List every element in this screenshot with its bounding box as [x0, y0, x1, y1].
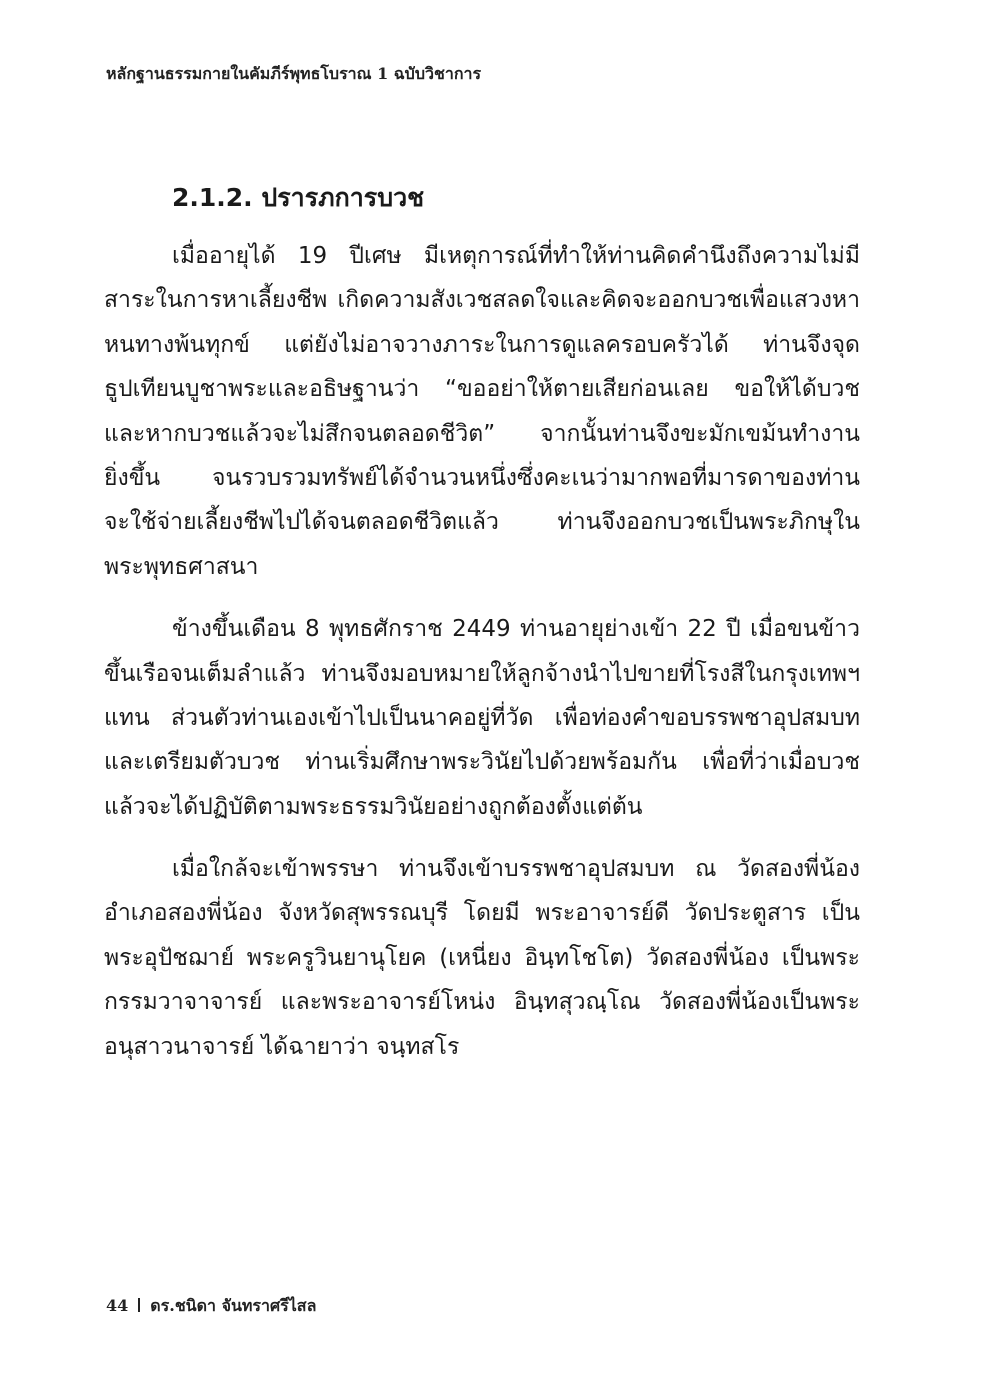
page-footer [106, 1294, 316, 1319]
paragraph-line: กรรมวาจาจารย์ และพระอาจารย์โหน่ง อินฺทสุวณฺโณ วัดสองพี่น้องเป็นพระ [104, 989, 860, 1016]
section-heading: 2.1.2. ปรารภการบวช [172, 183, 425, 212]
paragraph-1 [104, 234, 860, 589]
body-content [104, 176, 860, 1087]
footer-separator [138, 1298, 140, 1312]
paragraph-2 [104, 607, 860, 829]
paragraph-line: และเตรียมตัวบวช ท่านเริ่มศึกษาพระวินัยไปด้วยพร้อมกัน เพื่อที่ว่าเมื่อบวช [104, 749, 860, 776]
paragraph-line: เมื่ออายุได้ 19 ปีเศษ มีเหตุการณ์ที่ทำให้ท่านคิดคำนึงถึงความไม่มี [172, 243, 860, 269]
paragraph-line: อนุสาวนาจารย์ ได้ฉายาว่า จนฺทสโร [104, 1033, 460, 1060]
footer-author: ดร.ชนิดา จันทราศรีไสล [150, 1296, 317, 1315]
paragraph-line: และหากบวชแล้วจะไม่สึกจนตลอดชีวิต” จากนั้นท่านจึงขะมักเขม้นทำงาน [104, 420, 860, 447]
paragraph-line: แทน ส่วนตัวท่านเองเข้าไปเป็นนาคอยู่ที่วัด เพื่อท่องคำขอบรรพชาอุปสมบท [104, 704, 860, 731]
paragraph-line: ข้างขึ้นเดือน 8 พุทธศักราช 2449 ท่านอายุย่างเข้า 22 ปี เมื่อขนข้าว [172, 616, 860, 643]
paragraph-line: ขึ้นเรือจนเต็มลำแล้ว ท่านจึงมอบหมายให้ลูกจ้างนำไปขายที่โรงสีในกรุงเทพฯ [104, 660, 860, 687]
page-number: 44 [106, 1296, 129, 1315]
paragraph-line: ธูปเทียนบูชาพระและอธิษฐานว่า “ขออย่าให้ตายเสียก่อนเลย ขอให้ได้บวช [104, 376, 860, 403]
paragraph-line: จะใช้จ่ายเลี้ยงชีพไปได้จนตลอดชีวิตแล้ว ท่านจึงออกบวชเป็นพระภิกษุใน [104, 509, 860, 536]
paragraph-line: พระพุทธศาสนา [104, 553, 259, 580]
paragraph-line: พระอุปัชฌาย์ พระครูวินยานุโยค (เหนี่ยง อินฺทโชโต) วัดสองพี่น้อง เป็นพระ [104, 944, 860, 971]
paragraph-line: สาระในการหาเลี้ยงชีพ เกิดความสังเวชสลดใจและคิดจะออกบวชเพื่อแสวงหา [104, 287, 860, 314]
paragraph-line: หนทางพ้นทุกข์ แต่ยังไม่อาจวางภาระในการดูแลครอบครัวได้ ท่านจึงจุด [104, 331, 860, 358]
running-header: หลักฐานธรรมกายในคัมภีร์พุทธโบราณ 1 ฉบับวิชาการ [106, 64, 482, 83]
paragraph-line: อำเภอสองพี่น้อง จังหวัดสุพรรณบุรี โดยมี พระอาจารย์ดี วัดประตูสาร เป็น [104, 900, 860, 927]
paragraph-3 [104, 847, 860, 1069]
paragraph-line: เมื่อใกล้จะเข้าพรรษา ท่านจึงเข้าบรรพชาอุปสมบท ณ วัดสองพี่น้อง [172, 856, 860, 883]
paragraph-line: แล้วจะได้ปฏิบัติตามพระธรรมวินัยอย่างถูกต้องตั้งแต่ต้น [104, 793, 643, 820]
paragraph-line: ยิ่งขึ้น จนรวบรวมทรัพย์ได้จำนวนหนึ่งซึ่งคะเนว่ามากพอที่มารดาของท่าน [104, 464, 860, 491]
